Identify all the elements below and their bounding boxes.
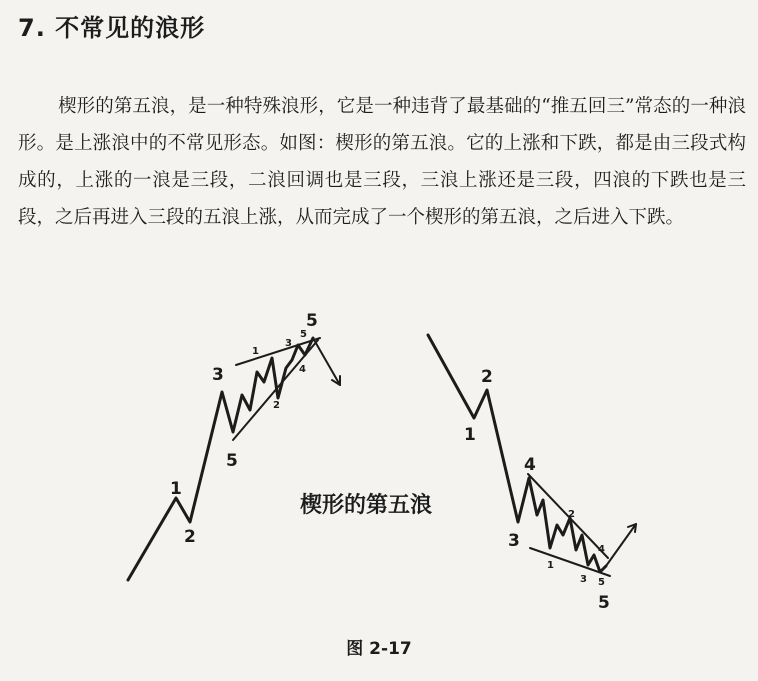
right-label-main-4: 4 bbox=[524, 455, 536, 475]
right-label-sub-5: 5 bbox=[598, 577, 605, 588]
right-label-sub-2: 2 bbox=[568, 509, 575, 520]
left-wedge-lower-line bbox=[233, 340, 318, 440]
right-label-main-1: 1 bbox=[464, 425, 476, 445]
figure-caption: 图 2-17 bbox=[346, 639, 412, 659]
right-label-main-2: 2 bbox=[481, 367, 493, 387]
left-down-arrow-line bbox=[313, 338, 340, 385]
right-wave-labels bbox=[464, 367, 610, 610]
left-label-sub-3: 3 bbox=[285, 338, 292, 349]
right-up-arrow-line bbox=[606, 524, 636, 566]
left-label-main-1: 1 bbox=[170, 479, 182, 499]
right-label-main-5: 5 bbox=[598, 593, 610, 610]
right-label-sub-3: 3 bbox=[580, 574, 587, 585]
right-label-main-3: 3 bbox=[508, 531, 520, 551]
figure-center-label: 楔形的第五浪 bbox=[300, 493, 433, 518]
left-label-sub-1: 1 bbox=[252, 346, 259, 357]
left-label-main-5-top: 5 bbox=[306, 311, 318, 331]
paragraph-text: 楔形的第五浪，是一种特殊浪形，它是一种违背了最基础的“推五回三”常态的一种浪形。是上涨浪中的不常见形态。如图：楔形的第五浪。它的上涨和下跌，都是由三段式构成的，上涨的一浪是三段，二浪回调也是三段，三浪上涨还是三段，四浪的下跌也是三段，之后再进入三段的五浪上涨，从而完成了一个楔形的第五浪，之后进入下跌。 bbox=[18, 96, 746, 228]
wave-figure bbox=[0, 300, 758, 610]
left-label-main-5-low: 5 bbox=[226, 451, 238, 471]
left-label-main-3: 3 bbox=[212, 365, 224, 385]
left-label-main-2: 2 bbox=[184, 527, 196, 547]
left-label-sub-4: 4 bbox=[299, 364, 306, 375]
left-label-sub-5: 5 bbox=[300, 329, 307, 340]
right-label-sub-1: 1 bbox=[547, 560, 554, 571]
section-heading: 7. 不常见的浪形 bbox=[18, 14, 206, 42]
left-label-sub-2: 2 bbox=[273, 400, 280, 411]
body-paragraph bbox=[18, 88, 746, 236]
right-label-sub-4: 4 bbox=[598, 544, 605, 555]
wave-diagram bbox=[0, 300, 758, 610]
